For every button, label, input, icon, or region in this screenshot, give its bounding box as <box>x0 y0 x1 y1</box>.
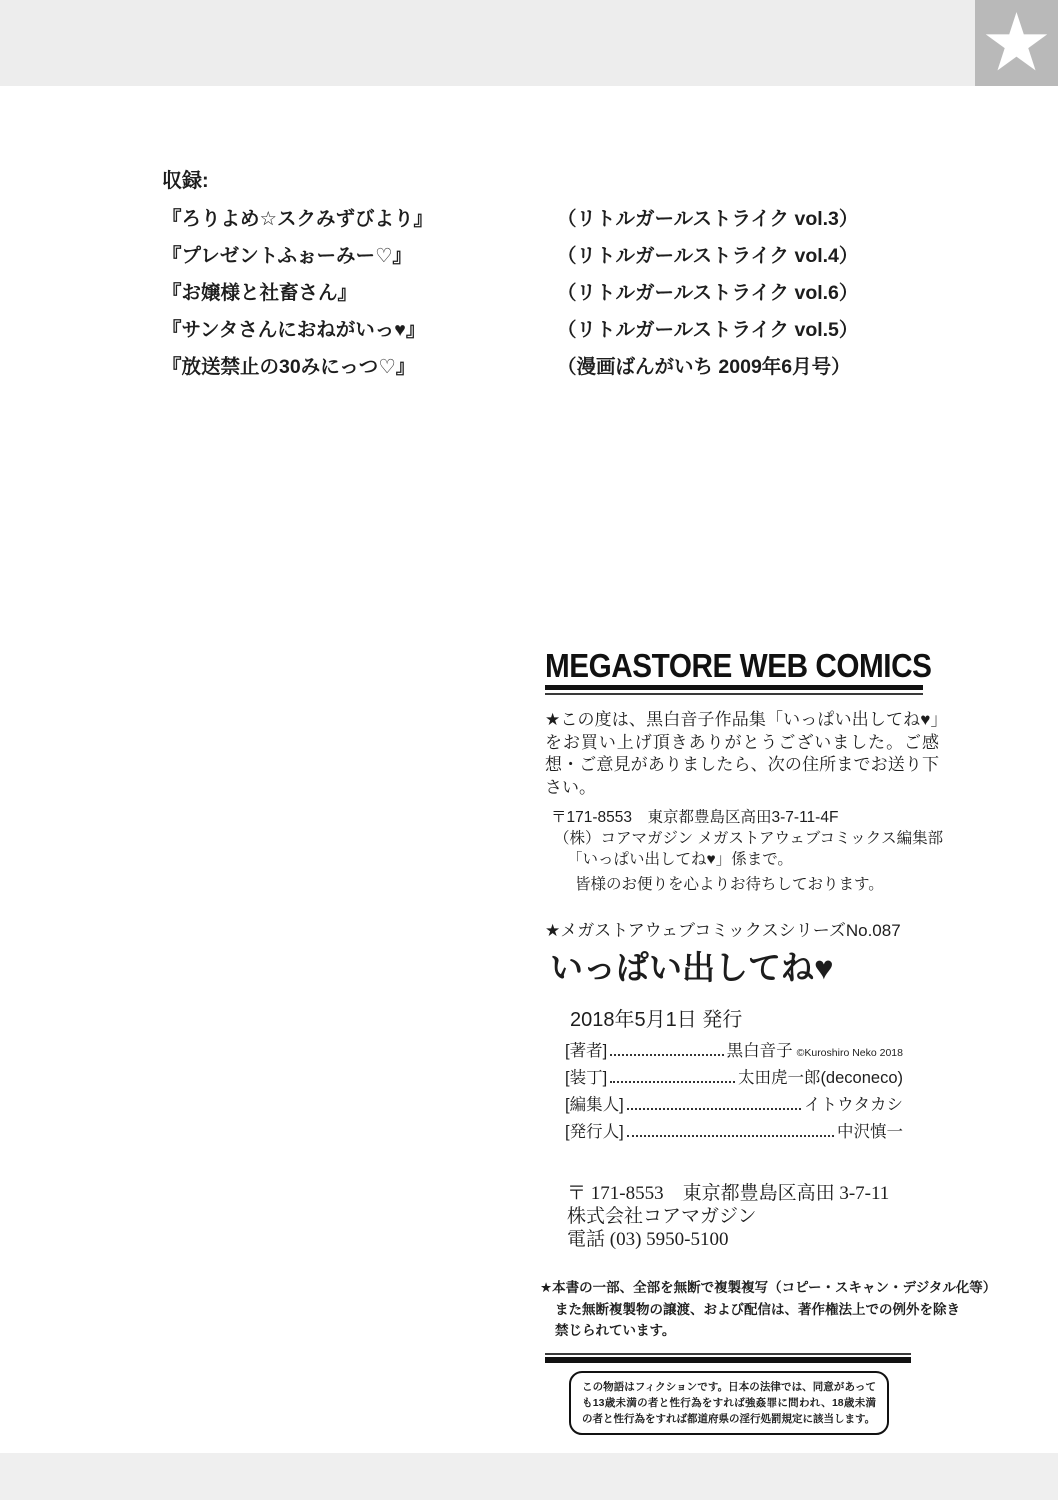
divider-thick-line <box>545 1357 911 1363</box>
list-item <box>162 319 902 342</box>
dotted-leader <box>627 1135 834 1137</box>
series-number-line: ★メガストアウェブコミックスシリーズNo.087 <box>545 921 901 940</box>
story-source: （リトルガールストライク vol.3） <box>557 208 859 230</box>
star-icon: ★ <box>980 0 1053 87</box>
story-source: （リトルガールストライク vol.4） <box>557 245 859 267</box>
thanks-paragraph: ★この度は、黒白音子作品集「いっぱい出してね♥」をお買い上げ頂きありがとうございました。ご感想・ご意見がありましたら、次の住所までお送り下さい。 <box>545 710 939 797</box>
dotted-leader <box>610 1054 723 1056</box>
publisher-line: 〒 171-8553 東京都豊島区高田 3-7-11 <box>567 1183 890 1204</box>
warning-line: また無断複製物の譲渡、および配信は、著作権法上での例外を除き <box>555 1301 960 1317</box>
story-source: （リトルガールストライク vol.6） <box>557 282 859 304</box>
story-title: 『ろりよめ☆スクみずびより』 <box>162 208 433 230</box>
credit-label: [編集人] <box>565 1096 624 1114</box>
address-line: 「いっぱい出してね♥」係まで。 <box>567 851 793 868</box>
book-title: いっぱい出してね♥ <box>550 949 834 986</box>
footer-divider <box>545 1353 911 1363</box>
contents-list <box>162 170 902 393</box>
publish-date: 2018年5月1日 発行 <box>570 1009 743 1031</box>
list-item <box>162 356 902 379</box>
story-title: 『サンタさんにおねがいっ♥』 <box>162 319 426 341</box>
story-title: 『お嬢様と社畜さん』 <box>162 282 358 304</box>
publisher-address <box>567 1182 1015 1251</box>
address-line: （株）コアマガジン メガストアウェブコミックス編集部 <box>554 830 944 847</box>
divider-thin-line <box>545 693 923 695</box>
dotted-leader <box>627 1108 801 1110</box>
star-badge <box>975 0 1058 86</box>
list-item <box>162 208 902 231</box>
copyright-warning <box>540 1277 1010 1342</box>
credit-name: イトウタカシ <box>804 1096 903 1114</box>
colophon-block <box>540 647 1015 1435</box>
story-title: 『プレゼントふぉーみー♡』 <box>162 245 412 267</box>
credit-label: [著者] <box>565 1042 608 1060</box>
story-source: （漫画ばんがいち 2009年6月号） <box>557 356 851 378</box>
credit-row <box>565 1118 903 1145</box>
address-line: 皆様のお便りを心よりお待ちしております。 <box>575 876 884 893</box>
divider-thin-line <box>545 1353 911 1355</box>
credits-list <box>565 1037 903 1145</box>
list-item <box>162 282 902 305</box>
publisher-line: 株式会社コアマガジン <box>567 1206 757 1227</box>
dotted-leader <box>610 1081 735 1083</box>
credit-row <box>565 1091 903 1118</box>
credit-name: 中沢慎一 <box>837 1123 903 1141</box>
credit-name: 太田虎一郎(deconeco) <box>737 1069 903 1087</box>
warning-line: 禁じられています。 <box>555 1323 676 1338</box>
credit-name: 黒白音子 <box>726 1042 793 1060</box>
contents-heading: 収録: <box>162 170 209 192</box>
warning-line: ★本書の一部、全部を無断で複製複写（コピー・スキャン・デジタル化等） <box>540 1280 997 1295</box>
story-source: （リトルガールストライク vol.5） <box>557 319 859 341</box>
editorial-address <box>545 807 1015 895</box>
logo-divider <box>545 685 923 695</box>
credit-row <box>565 1037 903 1064</box>
credit-row <box>565 1064 903 1091</box>
story-title: 『放送禁止の30みにっつ♡』 <box>162 356 416 378</box>
fiction-disclaimer-box: この物語はフィクションです。日本の法律では、同意があっても13歳未満の者と性行為をすれば強姦罪に問われ、18歳未満の者と性行為をすれば都道府県の淫行処罰規定に該当します。 <box>569 1371 889 1435</box>
scan-top-band <box>0 0 1058 86</box>
publisher-line: 電話 (03) 5950-5100 <box>567 1229 729 1250</box>
list-item <box>162 245 902 268</box>
address-line: 〒171-8553 東京都豊島区高田3-7-11-4F <box>551 809 839 826</box>
imprint-logo: MEGASTORE WEB COMICS <box>545 647 932 684</box>
scan-bottom-band <box>0 1453 1058 1500</box>
credit-label: [装丁] <box>565 1069 608 1087</box>
copyright-note: ©Kuroshiro Neko 2018 <box>796 1047 903 1059</box>
credit-label: [発行人] <box>565 1123 624 1141</box>
divider-thick-line <box>545 685 923 690</box>
